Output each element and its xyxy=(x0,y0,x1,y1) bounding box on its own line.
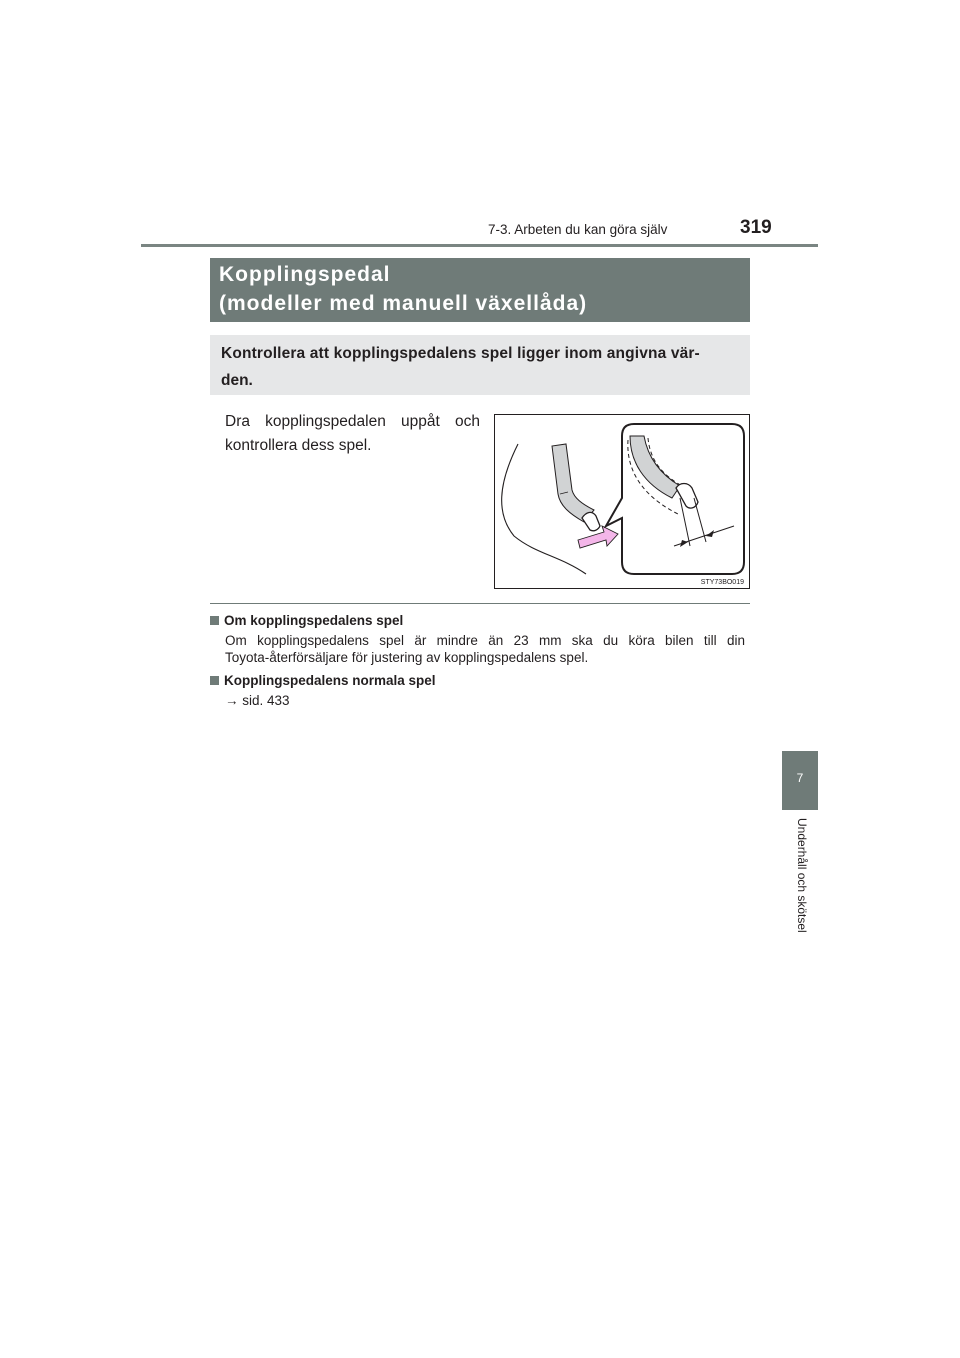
instruction-line-2: kontrollera dess spel. xyxy=(225,437,372,454)
square-bullet-icon xyxy=(210,676,219,685)
intro-text-line-1: Kontrollera att kopplingspedalens spel ligger inom angivna vär- xyxy=(221,345,700,362)
chapter-title: 7-3. Arbeten du kan göra själv xyxy=(488,222,668,237)
figure-code: STY73BO019 xyxy=(700,579,744,586)
instruction-line-1: Dra kopplingspedalen uppåt och xyxy=(225,413,480,430)
section-divider xyxy=(210,603,750,604)
note-heading-freeplay-text: Om kopplingspedalens spel xyxy=(224,613,404,628)
header-rule xyxy=(141,244,818,247)
note-heading-normal-text: Kopplingspedalens normala spel xyxy=(224,673,436,688)
note-body-freeplay-line-1: Om kopplingspedalens spel är mindre än 23 mm ska du köra bilen till din xyxy=(225,633,745,648)
note-heading-freeplay xyxy=(210,613,403,628)
instruction-text xyxy=(225,410,480,458)
chapter-tab-number: 7 xyxy=(796,771,804,785)
section-title-line-2: (modeller med manuell växellåda) xyxy=(219,292,588,315)
note-body-freeplay-line-2: Toyota-återförsäljare för justering av kopplingspedalens spel. xyxy=(225,650,589,665)
section-title-line-1: Kopplingspedal xyxy=(219,263,391,286)
section-title-banner xyxy=(210,258,750,322)
page-reference-link[interactable]: sid. 433 xyxy=(242,693,290,708)
zoom-callout xyxy=(606,424,744,574)
chapter-tab-label-text: Underhåll och skötsel xyxy=(795,818,809,933)
page-number: 319 xyxy=(740,217,772,238)
clutch-pedal-illustration xyxy=(494,414,750,589)
intro-box xyxy=(210,335,750,395)
reference-arrow-icon: → xyxy=(225,693,239,708)
note-heading-normal xyxy=(210,673,436,688)
chapter-tab[interactable] xyxy=(782,751,818,810)
chapter-tab-label xyxy=(795,818,809,958)
square-bullet-icon xyxy=(210,616,219,625)
note-body-freeplay xyxy=(225,632,745,666)
intro-text-line-2: den. xyxy=(221,372,253,389)
page-reference xyxy=(225,692,745,709)
